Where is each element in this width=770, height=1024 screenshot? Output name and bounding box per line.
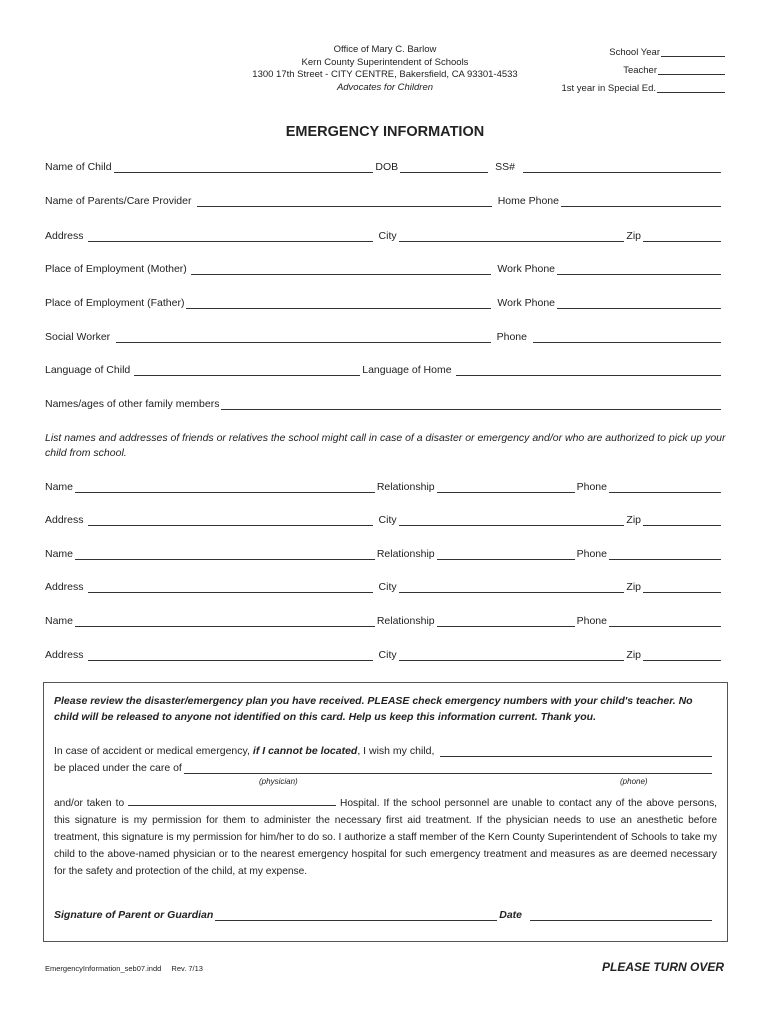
dob-label: DOB	[375, 161, 399, 173]
address-label: Address	[45, 230, 84, 242]
phone-label: Phone	[496, 331, 527, 343]
ss-label: SS#	[495, 161, 515, 173]
zip-field[interactable]	[643, 230, 721, 242]
social-worker-field[interactable]	[116, 331, 490, 343]
work-phone-label: Work Phone	[497, 263, 555, 275]
phone-field[interactable]	[533, 331, 721, 343]
taken-to-text: and/or taken to	[54, 798, 125, 809]
home-phone-label: Home Phone	[497, 195, 559, 207]
work-phone-field-2[interactable]	[557, 297, 721, 309]
signature-label: Signature of Parent or Guardian	[54, 909, 214, 921]
contact-city-label: City	[378, 514, 397, 526]
hospital-field[interactable]	[128, 795, 336, 806]
contact-3-name-field[interactable]	[75, 615, 375, 627]
row-social-worker	[45, 329, 723, 343]
teacher-field[interactable]	[658, 62, 725, 75]
contact-1-address-row	[45, 512, 723, 526]
contact-city-label: City	[378, 581, 397, 593]
contact-3-name-row	[45, 613, 723, 627]
teacher-label: Teacher	[623, 65, 657, 76]
emp-father-field[interactable]	[186, 297, 491, 309]
date-label: Date	[499, 909, 522, 921]
lang-child-label: Language of Child	[45, 364, 131, 376]
contact-address-label: Address	[45, 581, 84, 593]
home-phone-field[interactable]	[561, 195, 721, 207]
care-of-row	[54, 760, 714, 774]
file-name: EmergencyInformation_seb07.indd	[45, 964, 162, 973]
contact-3-relationship-field[interactable]	[437, 615, 575, 627]
row-emp-father	[45, 295, 723, 309]
contact-phone-label: Phone	[576, 481, 607, 493]
contact-2-zip-field[interactable]	[643, 581, 721, 593]
office-name: Office of Mary C. Barlow	[333, 44, 437, 55]
zip-label: Zip	[626, 230, 641, 242]
work-phone-field[interactable]	[557, 263, 721, 275]
contact-phone-label: Phone	[576, 615, 607, 627]
family-field[interactable]	[221, 398, 721, 410]
turn-over-note: PLEASE TURN OVER	[601, 960, 724, 974]
row-family	[45, 396, 723, 410]
form-title: EMERGENCY INFORMATION	[285, 124, 485, 140]
row-language	[45, 362, 723, 376]
contact-name-label: Name	[45, 481, 74, 493]
contact-1-name-field[interactable]	[75, 481, 375, 493]
physician-field[interactable]	[184, 762, 712, 774]
city-label: City	[378, 230, 397, 242]
accident-bold-text: if I cannot be located	[252, 745, 358, 757]
footer-file-info	[45, 964, 203, 973]
contact-3-phone-field[interactable]	[609, 615, 721, 627]
emp-mother-field[interactable]	[191, 263, 492, 275]
contact-zip-label: Zip	[626, 649, 641, 661]
revision: Rev. 7/13	[171, 964, 203, 973]
emp-father-label: Place of Employment (Father)	[45, 297, 185, 309]
row-parents	[45, 193, 723, 207]
contact-name-label: Name	[45, 548, 74, 560]
signature-field[interactable]	[215, 909, 497, 921]
school-year-label: School Year	[609, 47, 660, 58]
accident-post-text: , I wish my child,	[357, 745, 435, 757]
contact-1-zip-field[interactable]	[643, 514, 721, 526]
contact-address-label: Address	[45, 649, 84, 661]
first-year-field[interactable]	[657, 80, 725, 93]
child-name-label: Name of Child	[45, 161, 112, 173]
date-field[interactable]	[530, 909, 712, 921]
physician-hint: (physician)	[259, 777, 298, 786]
child-name-field[interactable]	[114, 161, 374, 173]
lang-home-field[interactable]	[456, 364, 721, 376]
lang-child-field[interactable]	[134, 364, 360, 376]
contact-2-name-field[interactable]	[75, 548, 375, 560]
accident-text: In case of accident or medical emergency,	[54, 745, 250, 757]
emp-mother-label: Place of Employment (Mother)	[45, 263, 187, 275]
school-info	[540, 44, 725, 98]
family-label: Names/ages of other family members	[45, 398, 220, 410]
city-field[interactable]	[399, 230, 625, 242]
school-year-field[interactable]	[661, 44, 725, 57]
lang-home-label: Language of Home	[362, 364, 452, 376]
contact-3-city-field[interactable]	[399, 649, 625, 661]
authorization-text: Hospital. If the school personnel are unable to contact any of the above persons, this signature is my permission for them to administer the necessary first aid treatment. If the physician needs to use an anesthetic before treatment, this signature is my permission for him/her to do so. I authorize a staff member of the Kern County Superintendent of Schools to take my child to the above-named physician or to the nearest emergency hospital for such emergency treatment and measures as are deemed necessary for the safety and protection of the child, at my expense.	[54, 798, 717, 877]
contact-name-label: Name	[45, 615, 74, 627]
contact-2-phone-field[interactable]	[609, 548, 721, 560]
first-year-label: 1st year in Special Ed.	[561, 83, 656, 94]
accident-row	[54, 743, 714, 757]
parents-field[interactable]	[197, 195, 491, 207]
contact-3-zip-field[interactable]	[643, 649, 721, 661]
care-of-text: be placed under the care of	[54, 762, 182, 774]
contact-2-relationship-field[interactable]	[437, 548, 575, 560]
contact-city-label: City	[378, 649, 397, 661]
contact-address-label: Address	[45, 514, 84, 526]
work-phone-label-2: Work Phone	[497, 297, 555, 309]
letterhead	[220, 44, 550, 94]
child-name-consent-field[interactable]	[440, 745, 712, 757]
authorization-paragraph	[54, 795, 717, 880]
contact-3-address-row	[45, 647, 723, 661]
ss-field[interactable]	[523, 161, 721, 173]
contact-2-address-row	[45, 579, 723, 593]
contact-1-relationship-field[interactable]	[437, 481, 575, 493]
parents-label: Name of Parents/Care Provider	[45, 195, 192, 207]
org-address: 1300 17th Street - CITY CENTRE, Bakersfield, CA 93301-4533	[252, 69, 518, 80]
tagline: Advocates for Children	[336, 81, 434, 93]
contact-1-phone-field[interactable]	[609, 481, 721, 493]
relationship-label: Relationship	[376, 548, 435, 560]
contact-phone-label: Phone	[576, 548, 607, 560]
contact-zip-label: Zip	[626, 581, 641, 593]
org-name: Kern County Superintendent of Schools	[301, 56, 469, 68]
address-field[interactable]	[88, 230, 373, 242]
authorization-box	[43, 682, 728, 942]
dob-field[interactable]	[400, 161, 488, 173]
social-worker-label: Social Worker	[45, 331, 111, 343]
relationship-label: Relationship	[376, 615, 435, 627]
contact-1-name-row	[45, 479, 723, 493]
phone-hint: (phone)	[620, 777, 648, 786]
signature-row	[54, 907, 714, 921]
contact-3-address-field[interactable]	[88, 649, 373, 661]
contact-zip-label: Zip	[626, 514, 641, 526]
contacts-instructions: List names and addresses of friends or relatives the school might call in case of a disaster or emergency and/or who are authorized to pick up your child from school.	[45, 432, 726, 459]
row-emp-mother	[45, 261, 723, 275]
relationship-label: Relationship	[376, 481, 435, 493]
row-address	[45, 228, 723, 242]
contact-2-city-field[interactable]	[399, 581, 625, 593]
release-notice: Please review the disaster/emergency plan you have received. PLEASE check emergency numbers with your child's teacher. No child will be released to anyone not identified on this card. Help us keep this information current. Thank you.	[54, 695, 693, 723]
contact-2-address-field[interactable]	[88, 581, 373, 593]
contact-2-name-row	[45, 546, 723, 560]
contact-1-address-field[interactable]	[88, 514, 373, 526]
row-child	[45, 159, 723, 173]
contact-1-city-field[interactable]	[399, 514, 625, 526]
